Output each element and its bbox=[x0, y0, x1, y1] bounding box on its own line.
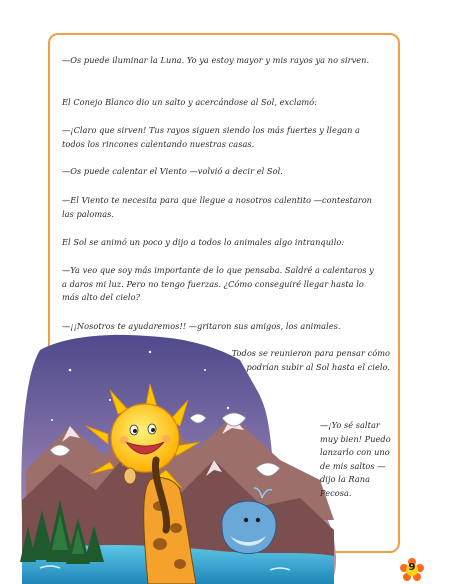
story-paragraph: —Os puede calentar el Viento —volvió a decir el Sol. bbox=[62, 166, 283, 176]
story-paragraph: El Conejo Blanco dio un salto y acercándose al Sol, exclamó: bbox=[62, 97, 318, 107]
story-paragraph: —¡¡Nosotros te ayudaremos!! —gritaron sus amigos, los animales. bbox=[62, 321, 341, 331]
story-paragraph: —El Viento te necesita para que llegue a nosotros calentito —contestaron las palomas. bbox=[62, 195, 373, 219]
story-paragraph: —Os puede iluminar la Luna. Yo ya estoy mayor y mis rayos ya no sirven. bbox=[62, 55, 370, 65]
story-paragraph: —Ya veo que soy más importante de lo que pensaba. Saldré a calentaros y a daros mi luz. Pero no tengo fuerzas. ¿Cómo conseguiré llegar hasta lo más alto del cielo? bbox=[62, 265, 374, 302]
story-paragraph: Todos se reunieron para pensar cómo podrían subir al Sol hasta el cielo. bbox=[231, 348, 390, 372]
story-paragraph: —¡Claro que sirven! Tus rayos siguen siendo los más fuertes y llegan a todos los rincones calentando nuestras casas. bbox=[62, 125, 360, 149]
story-paragraph: El Sol se animó un poco y dijo a todos lo animales algo intranquilo: bbox=[62, 237, 345, 247]
story-paragraph: —¡Yo sé saltar muy bien! Puedo lanzarlo con uno de mis saltos —dijo la Rana Pecosa. bbox=[320, 420, 391, 498]
page-number: 9 bbox=[408, 562, 416, 573]
